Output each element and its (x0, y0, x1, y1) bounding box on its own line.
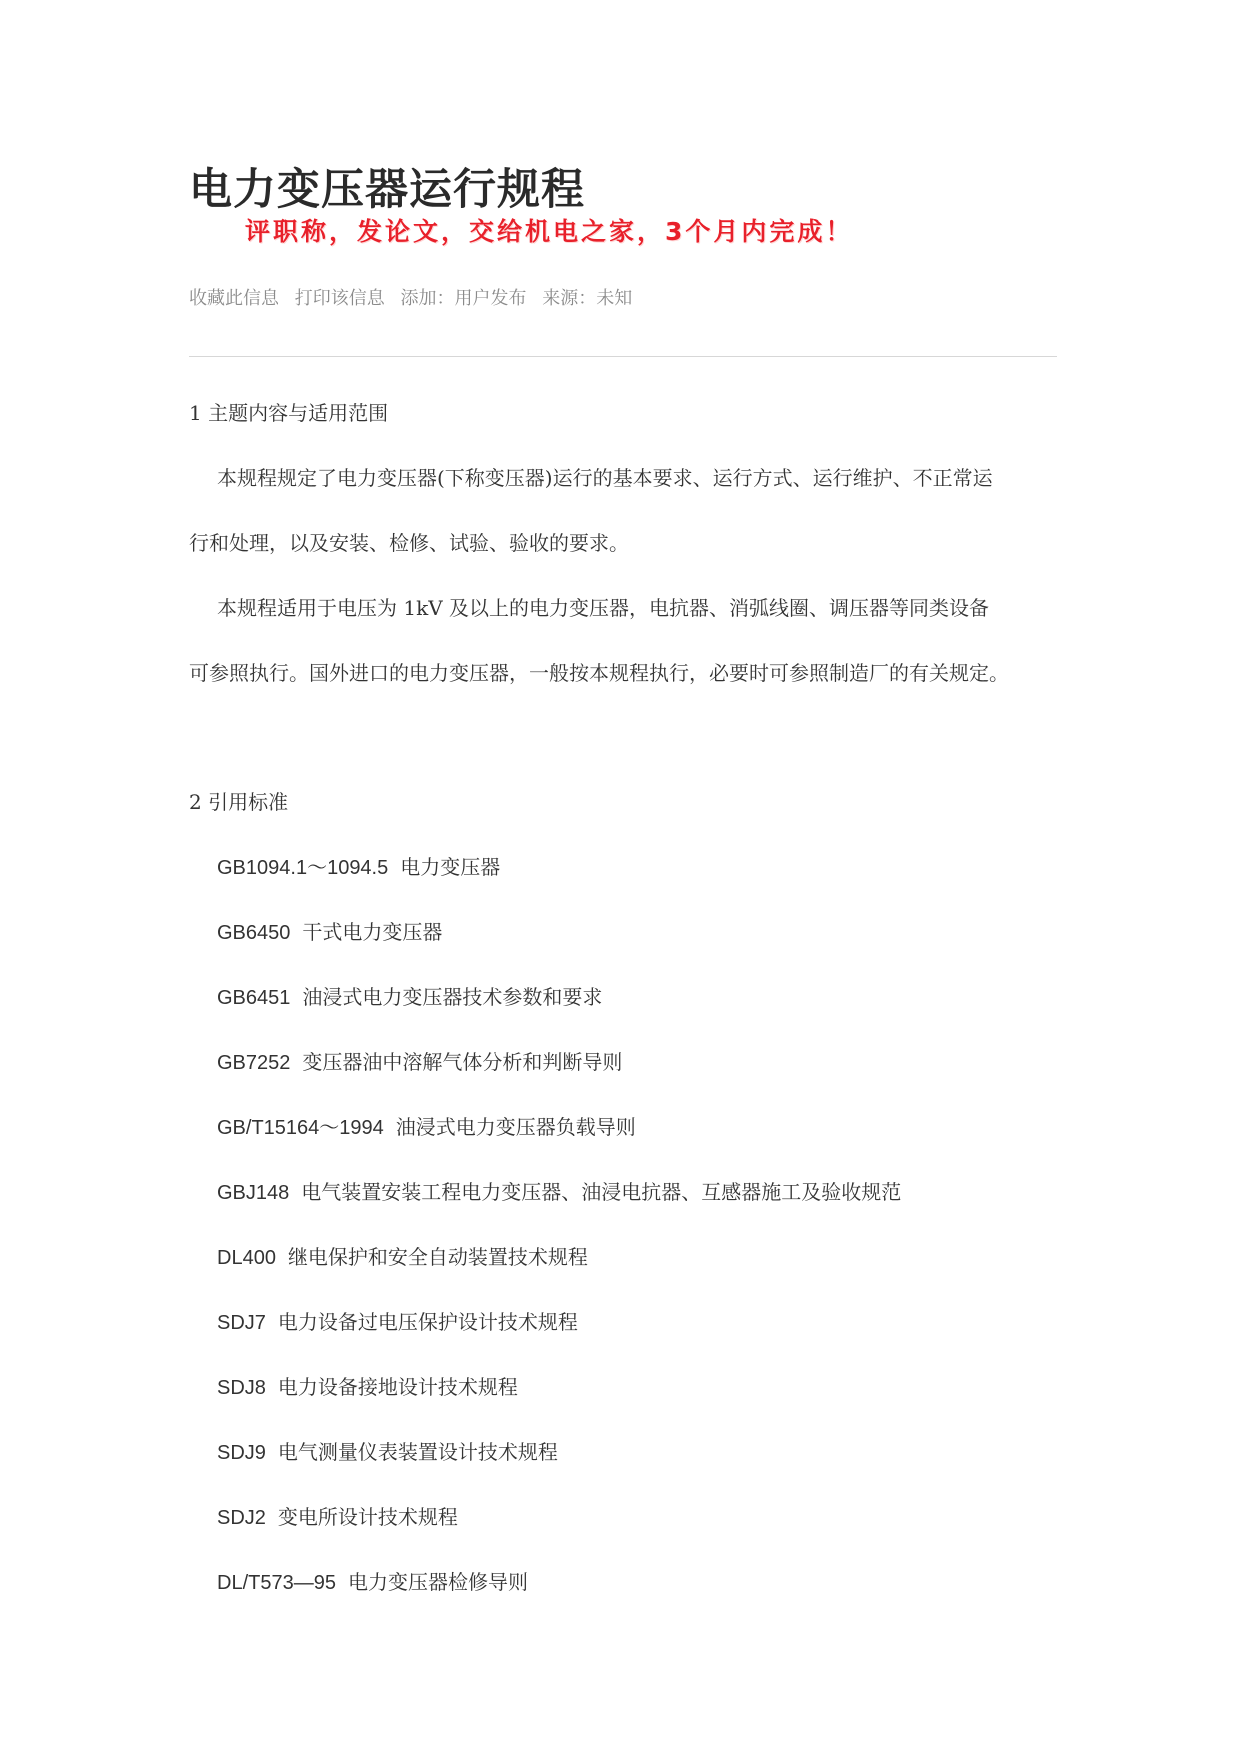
reference-item (217, 1046, 622, 1075)
reference-code: GB/T15164～1994 (217, 1117, 384, 1139)
meta-bar (189, 284, 642, 310)
reference-code: GB6451 (217, 987, 291, 1009)
reference-code: DL400 (217, 1247, 276, 1269)
page-title: 电力变压器运行规程 (189, 165, 585, 215)
reference-item (217, 851, 500, 880)
reference-title: 电力设备接地设计技术规程 (277, 1375, 518, 1399)
reference-title: 电力变压器检修导则 (347, 1570, 528, 1594)
reference-title: 电气测量仪表装置设计技术规程 (277, 1440, 558, 1464)
reference-code: GB6450 (217, 922, 291, 944)
source-label: 来源：未知 (542, 288, 633, 309)
added-by-label: 添加：用户发布 (400, 288, 527, 309)
reference-item (217, 1371, 518, 1400)
reference-title: 变压器油中溶解气体分析和判断导则 (302, 1050, 623, 1074)
reference-item (217, 1111, 636, 1140)
reference-item (217, 981, 602, 1010)
reference-title: 变电所设计技术规程 (277, 1505, 458, 1529)
reference-title: 电力设备过电压保护设计技术规程 (277, 1310, 578, 1334)
reference-item (217, 1436, 558, 1465)
favorite-link[interactable]: 收藏此信息 (189, 288, 279, 309)
reference-code: SDJ2 (217, 1507, 266, 1529)
reference-code: GB1094.1～1094.5 (217, 857, 389, 879)
promo-banner[interactable]: 评职称，发论文，交给机电之家，3个月内完成！ (245, 217, 854, 246)
reference-code: SDJ7 (217, 1312, 266, 1334)
reference-title: 油浸式电力变压器负载导则 (395, 1115, 636, 1139)
section-1-para-1-line-2: 行和处理，以及安装、检修、试验、验收的要求。 (189, 531, 629, 555)
reference-title: 干式电力变压器 (302, 920, 443, 944)
reference-item (217, 1241, 588, 1270)
reference-code: DL/T573—95 (217, 1572, 336, 1594)
reference-title: 电气装置安装工程电力变压器、油浸电抗器、互感器施工及验收规范 (301, 1180, 902, 1204)
section-1-para-1-line-1: 本规程规定了电力变压器(下称变压器)运行的基本要求、运行方式、运行维护、不正常运 (217, 466, 993, 490)
reference-title: 继电保护和安全自动装置技术规程 (287, 1245, 588, 1269)
reference-item (217, 916, 442, 945)
divider (189, 356, 1057, 357)
print-link[interactable]: 打印该信息 (294, 288, 385, 309)
reference-code: GBJ148 (217, 1182, 290, 1204)
reference-item (217, 1176, 901, 1205)
reference-title: 油浸式电力变压器技术参数和要求 (302, 985, 603, 1009)
section-1-para-2-line-1: 本规程适用于电压为 1kV 及以上的电力变压器，电抗器、消弧线圈、调压器等同类设备 (217, 596, 990, 620)
reference-item (217, 1566, 528, 1595)
reference-code: SDJ9 (217, 1442, 266, 1464)
reference-code: GB7252 (217, 1052, 291, 1074)
reference-item (217, 1306, 578, 1335)
reference-code: SDJ8 (217, 1377, 266, 1399)
reference-item (217, 1501, 458, 1530)
section-1-heading: 1 主题内容与适用范围 (189, 401, 389, 425)
section-1-para-2-line-2: 可参照执行。国外进口的电力变压器，一般按本规程执行，必要时可参照制造厂的有关规定。 (189, 661, 1009, 685)
section-2-heading: 2 引用标准 (189, 790, 289, 814)
reference-title: 电力变压器 (400, 855, 501, 879)
